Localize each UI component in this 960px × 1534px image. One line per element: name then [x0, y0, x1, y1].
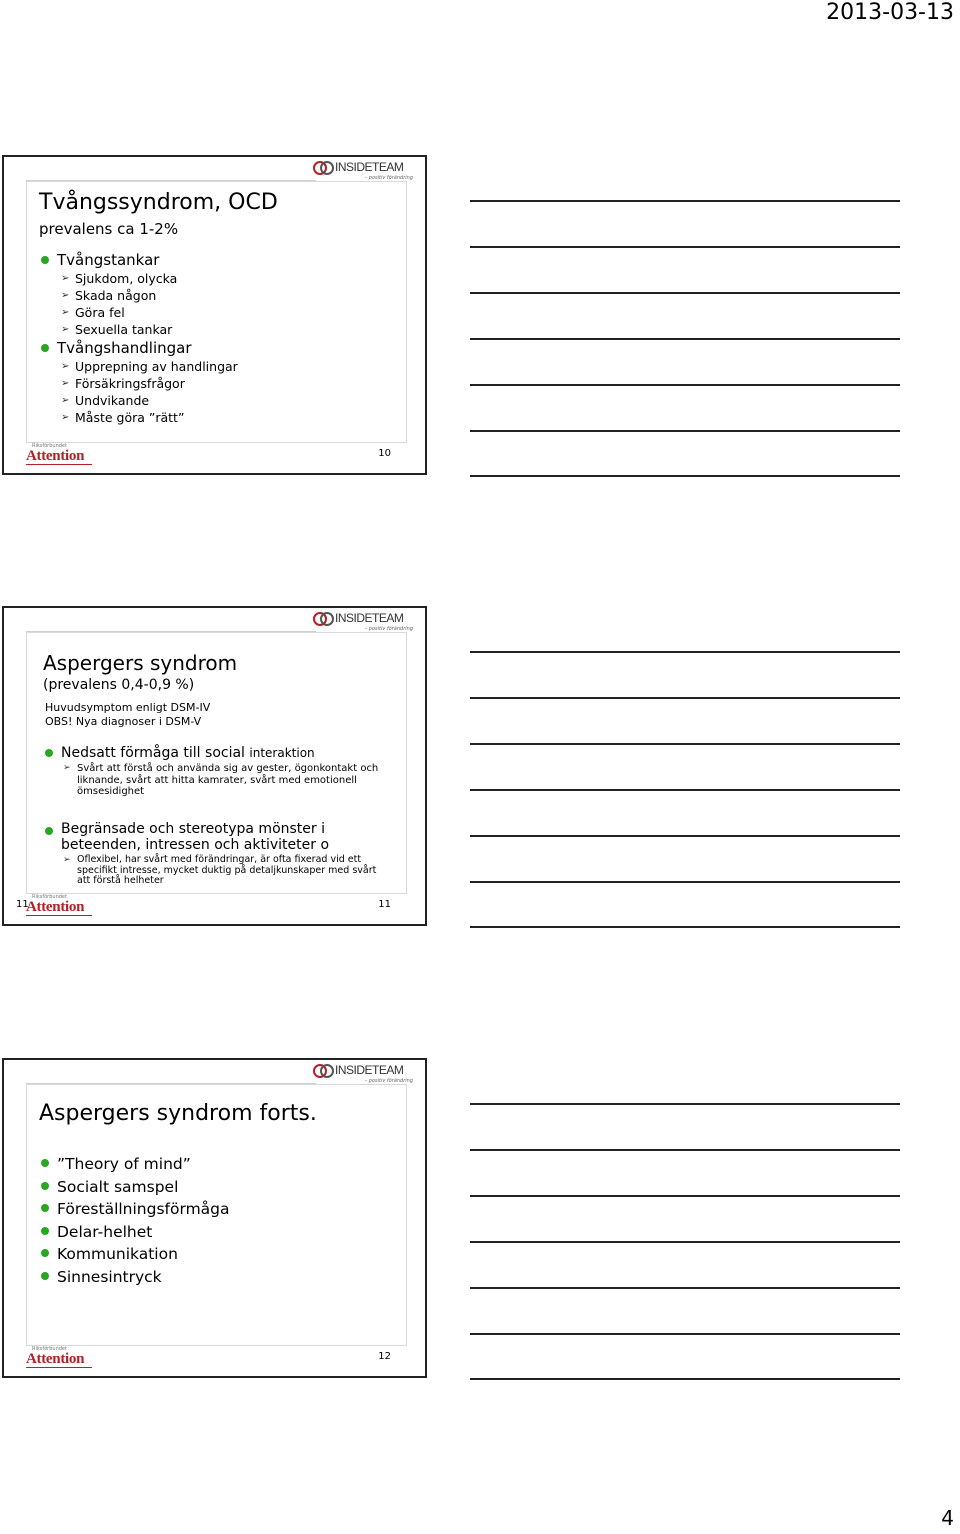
logo-underline — [26, 1367, 92, 1368]
logo-name: INSIDETEAM — [335, 1063, 404, 1077]
slide-10 — [2, 155, 427, 475]
logo-small-text: Riksförbundet — [32, 443, 67, 449]
logo-ring-icon — [320, 1064, 334, 1078]
arrow-bullet-icon: ➢ — [63, 855, 71, 865]
bullet-list — [41, 1153, 230, 1288]
sub-bullet-item: ➢ Undvikande — [61, 393, 150, 408]
arrow-bullet-icon: ➢ — [61, 412, 70, 423]
document-date: 2013-03-13 — [826, 0, 954, 25]
slide-content-frame — [26, 181, 407, 443]
slide-number: 11 — [378, 899, 391, 910]
note-line — [470, 789, 900, 791]
note-line — [470, 1149, 900, 1151]
slide-subtitle: prevalens ca 1-2% — [39, 220, 179, 238]
note-line — [470, 1378, 900, 1380]
sub-bullet-item: ➢ Oflexibel, har svårt med förändringar, är ofta fixerad vid ett specifikt intresse, mycket duktig på detaljkunskaper med svårt att förstå helheter — [63, 854, 377, 886]
sub-bullet-item: ➢ Sexuella tankar — [61, 322, 173, 337]
sub-bullet-item: ➢ Svårt att förstå och använda sig av gester, ögonkontakt och liknande, svårt att hitta kamrater, svårt med emotionell ömsesidighet — [63, 763, 379, 797]
slide-note: Huvudsymptom enligt DSM-IV — [45, 701, 211, 714]
bullet-item: Begränsade och stereotypa mönster i beteenden, intressen och aktiviteter o — [45, 821, 385, 853]
logo-underline — [26, 915, 92, 916]
arrow-bullet-icon: ➢ — [61, 307, 70, 318]
note-line — [470, 697, 900, 699]
note-line — [470, 881, 900, 883]
sub-bullet-item: ➢ Upprepning av handlingar — [61, 359, 238, 374]
bullet-item: Nedsatt förmåga till social interaktion — [45, 743, 385, 763]
logo-underline — [26, 464, 92, 465]
bullet-item: Socialt samspel — [41, 1176, 230, 1199]
slide-11 — [2, 606, 427, 926]
bullet-item: Delar-helhet — [41, 1221, 230, 1244]
logo-word: Attention — [26, 448, 85, 464]
logo-tagline: – positiv förändring — [364, 175, 413, 181]
attention-logo — [26, 443, 94, 467]
attention-logo — [26, 894, 94, 918]
arrow-bullet-icon: ➢ — [61, 395, 70, 406]
slide-subtitle: (prevalens 0,4-0,9 %) — [43, 677, 195, 693]
sub-bullet-item: ➢ Göra fel — [61, 305, 125, 320]
attention-logo — [26, 1346, 94, 1370]
logo-word: Attention — [26, 899, 85, 915]
slide-content-frame — [26, 1084, 407, 1346]
bullet-group — [45, 821, 385, 887]
slide-number-left: 11 — [16, 899, 29, 910]
sub-bullet-item: ➢ Skada någon — [61, 288, 157, 303]
logo-word: Attention — [26, 1351, 85, 1367]
note-line — [470, 384, 900, 386]
note-line — [470, 1195, 900, 1197]
bullet-item: Tvångstankar — [41, 250, 238, 270]
note-line — [470, 1287, 900, 1289]
note-line — [470, 835, 900, 837]
logo-tagline: – positiv förändring — [364, 626, 413, 632]
logo-small-text: Riksförbundet — [32, 894, 67, 900]
logo-name: INSIDETEAM — [335, 160, 404, 174]
bullet-group — [45, 743, 385, 798]
bullet-item: Föreställningsförmåga — [41, 1198, 230, 1221]
arrow-bullet-icon: ➢ — [61, 378, 70, 389]
bullet-item: Sinnesintryck — [41, 1266, 230, 1289]
page-number: 4 — [941, 1506, 954, 1530]
note-line — [470, 926, 900, 928]
slide-title: Aspergers syndrom — [43, 651, 238, 675]
slide-number: 10 — [378, 448, 391, 459]
sub-bullet-item: ➢ Sjukdom, olycka — [61, 271, 178, 286]
note-line — [470, 1103, 900, 1105]
arrow-bullet-icon: ➢ — [61, 273, 70, 284]
bullet-item: Tvångshandlingar — [41, 338, 238, 358]
note-line — [470, 1333, 900, 1335]
logo-ring-icon — [320, 612, 334, 626]
arrow-bullet-icon: ➢ — [61, 324, 70, 335]
slide-content-frame — [26, 632, 407, 894]
note-line — [470, 200, 900, 202]
note-line — [470, 475, 900, 477]
sub-bullet-item: ➢ Måste göra ”rätt” — [61, 410, 185, 425]
bullet-list — [41, 250, 238, 426]
slide-12 — [2, 1058, 427, 1378]
note-line — [470, 338, 900, 340]
slide-number: 12 — [378, 1351, 391, 1362]
note-line — [470, 292, 900, 294]
slide-title: Tvångssyndrom, OCD — [39, 190, 278, 215]
arrow-bullet-icon: ➢ — [63, 763, 71, 773]
arrow-bullet-icon: ➢ — [61, 290, 70, 301]
bullet-item: Kommunikation — [41, 1243, 230, 1266]
sub-bullet-item: ➢ Försäkringsfrågor — [61, 376, 185, 391]
insideteam-logo — [313, 1062, 413, 1084]
note-line — [470, 1241, 900, 1243]
note-line — [470, 430, 900, 432]
insideteam-logo — [313, 159, 413, 181]
note-line — [470, 743, 900, 745]
logo-small-text: Riksförbundet — [32, 1346, 67, 1352]
note-line — [470, 246, 900, 248]
bullet-item: ”Theory of mind” — [41, 1153, 230, 1176]
slide-note: OBS! Nya diagnoser i DSM-V — [45, 715, 202, 728]
logo-ring-icon — [320, 161, 334, 175]
insideteam-logo — [313, 610, 413, 632]
arrow-bullet-icon: ➢ — [61, 361, 70, 372]
note-line — [470, 651, 900, 653]
logo-name: INSIDETEAM — [335, 611, 404, 625]
slide-title: Aspergers syndrom forts. — [39, 1101, 317, 1126]
logo-tagline: – positiv förändring — [364, 1078, 413, 1084]
